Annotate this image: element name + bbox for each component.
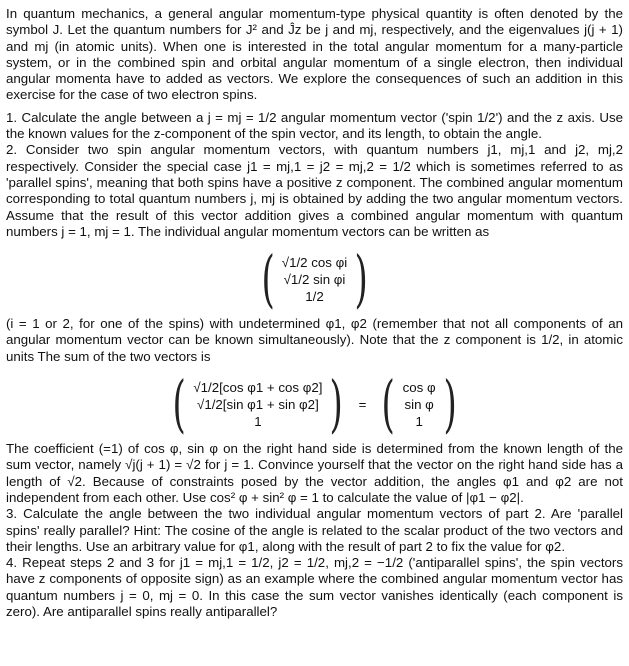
question-4: 4. Repeat steps 2 and 3 for j1 = mj,1 = 1/2, j2 = 1/2, mj,2 = −1/2 ('antiparallel spins', the spin vectors have z components of opposite sign) as an example where the combined angular momentum vector has quantum numbers j = 0, mj = 0. In this case the sum vector vanishes identically (each component is zero). Are antiparallel spins really antiparallel? [6, 555, 623, 620]
sum-z-component: 1 [254, 413, 262, 429]
result-z-component: 1 [415, 413, 423, 429]
sum-x-component: √1/2[cos φ1 + cos φ2] [193, 379, 323, 395]
result-vector-components [401, 379, 438, 430]
sum-vector-equation [6, 367, 623, 441]
vector-components [280, 254, 349, 305]
right-paren: ) [354, 242, 368, 316]
vector-y-component: √1/2 sin φi [283, 271, 346, 287]
intro-paragraph: In quantum mechanics, a general angular momentum-type physical quantity is often denoted by the symbol J. Let the quantum numbers for J² and Ĵz be j and mj, respectively, and the eigenvalues j(j + 1) and mj (in atomic units). When one is interested in the total angular momentum for a many-particle system, or in the combined spin and orbital angular momentum of a single electron, then individual angular momenta have to added as vectors. We explore the consequences of such an addition in this exercise for the case of two electron spins. [6, 6, 623, 103]
equals-sign: = [358, 396, 367, 412]
result-y-component: sin φ [404, 396, 434, 412]
vector-z-component: 1/2 [305, 288, 324, 304]
right-paren-2: ) [443, 367, 457, 441]
question-2: 2. Consider two spin angular momentum vectors, with quantum numbers j1, mj,1 and j2, mj,2 respectively. Consider the special case j1 = mj,1 = j2 = mj,2 = 1/2 which is sometimes referred to as 'parallel spins', meaning that both spins have a positive z component. The combined angular momentum corresponding to total quantum numbers j, mj is obtained by adding the two angular momentum vectors. Assume that the result of this vector addition gives a combined angular momentum with quantum numbers j = 1, mj = 1. The individual angular momentum vectors can be written as [6, 142, 623, 239]
question-3: 3. Calculate the angle between the two individual angular momentum vectors of part 2. Are 'parallel spins' really parallel? Hint: The cosine of the angle is related to the scalar product of the two vectors and their lengths. Use an arbitrary value for φ1, along with the result of part 2 to fix the value for φ2. [6, 506, 623, 554]
result-x-component: cos φ [402, 379, 436, 395]
after-equation-paragraph: The coefficient (=1) of cos φ, sin φ on the right hand side is determined from the known length of the sum vector, namely √j(j + 1) = √2 for j = 1. Convince yourself that the vector on the right hand side has a length of √2. Because of constraints posed by the vector addition, the angles φ1 and φ2 are not independent from each other. Use cos² φ + sin² φ = 1 to calculate the value of |φ1 − φ2|. [6, 441, 623, 505]
individual-vector-equation [6, 242, 623, 316]
vector-x-component: √1/2 cos φi [281, 254, 348, 270]
left-paren-2: ( [381, 367, 396, 441]
sum-vector-components [191, 379, 324, 430]
middle-paragraph: (i = 1 or 2, for one of the spins) with undetermined φ1, φ2 (remember that not all components of an angular momentum vector can be known simultaneously). Note that the z component is 1/2, in atomic units The sum of the two vectors is [6, 316, 623, 364]
question-1: 1. Calculate the angle between a j = mj = 1/2 angular momentum vector ('spin 1/2') and the z axis. Use the known values for the z-component of the spin vector, and its length, to obtain the angle. [6, 109, 623, 142]
right-paren: ) [329, 367, 344, 441]
left-paren: ( [261, 242, 275, 316]
sum-y-component: √1/2[sin φ1 + sin φ2] [197, 396, 319, 412]
left-paren: ( [172, 367, 186, 441]
